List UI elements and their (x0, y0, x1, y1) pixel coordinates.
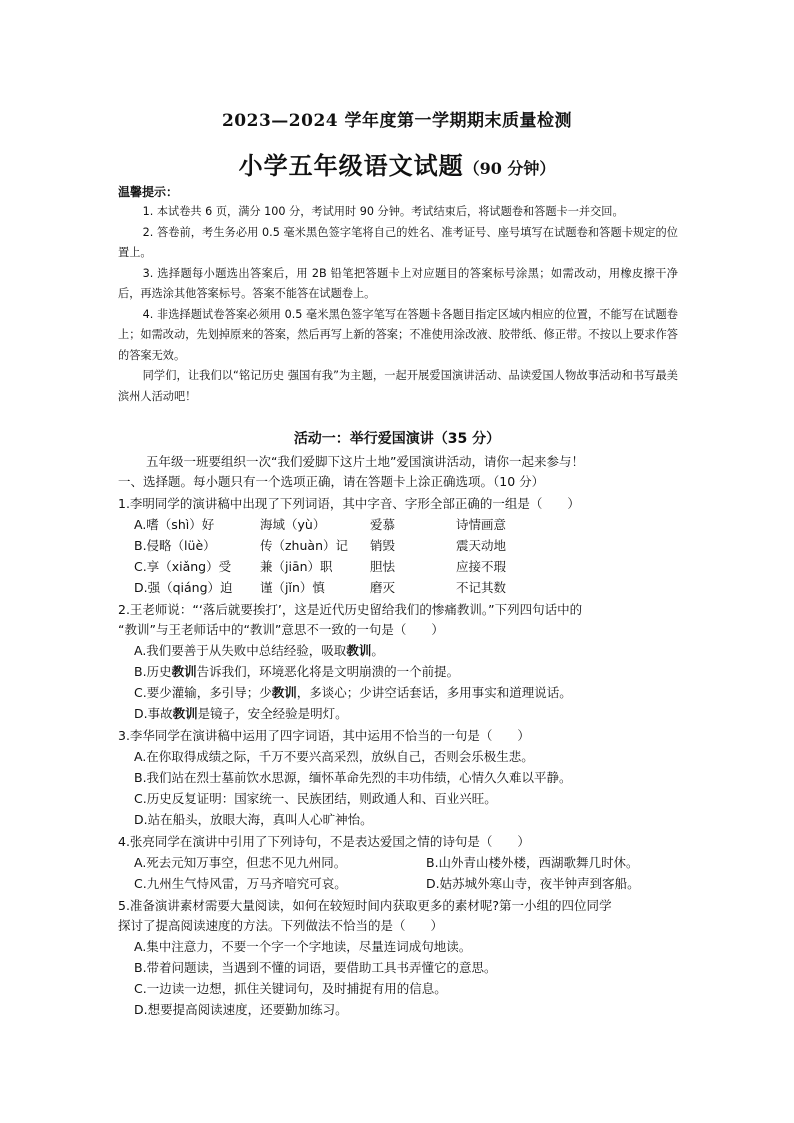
q1-a-4: 诗情画意 (456, 517, 507, 532)
section-intro: 五年级一班要组织一次“我们爱脚下这片土地”爱国演讲活动，请你一起来参与！ (146, 454, 584, 469)
q1-c-2: 兼（jiān）职 (260, 559, 333, 574)
q2-option-d: D.事故教训是镜子，安全经验是明灯。 (134, 706, 348, 721)
section-title: 活动一：举行爱国演讲（35 分） (293, 431, 501, 447)
q3-stem: 3.李华同学在演讲稿中运用了四字词语，其中运用不恰当的一句是（ ） (118, 728, 530, 743)
q3-option-b: B.我们站在烈士墓前饮水思源，缅怀革命先烈的丰功伟绩，心情久久难以平静。 (134, 770, 572, 785)
q1-a-1: A.嗜（shì）好 (134, 517, 215, 532)
q4-option-a: A.死去元知万事空，但悲不见九州同。 (134, 855, 347, 870)
q2-option-c: C.要少灌输，多引导；少教训，多谈心；少讲空话套话，多用事实和道理说话。 (134, 685, 572, 700)
q1-c-3: 胆怯 (370, 559, 396, 574)
q5-option-b: B.带着问题读，当遇到不懂的词语，要借助工具书弄懂它的意思。 (134, 960, 497, 975)
q5-stem-cont: 探讨了提高阅读速度的方法。下列做法不恰当的是（ ） (118, 918, 444, 933)
subject-title: 小学五年级语文试题 (238, 151, 464, 180)
q1-b-3: 销毁 (370, 538, 396, 553)
tip-item: 3. 选择题每小题选出答案后，用 2B 铅笔把答题卡上对应题目的答案标号涂黑；如需改动，用橡皮擦干净后，再选涂其他答案标号。答案不能答在试题卷上。 (118, 266, 678, 300)
q1-b-2: 传（zhuàn）记 (260, 538, 348, 553)
q1-a-3: 爱慕 (370, 517, 396, 532)
q4-option-d: D.姑苏城外寒山寺，夜半钟声到客船。 (426, 876, 640, 891)
q1-d-4: 不记其数 (456, 580, 507, 595)
q4-option-c: C.九州生气恃风雷，万马齐喑究可哀。 (134, 876, 347, 891)
q1-d-1: D.强（qiáng）迫 (134, 580, 233, 595)
q1-d-2: 谨（jǐn）慎 (260, 580, 325, 595)
exam-title: 2023—2024 学年度第一学期期末质量检测 (221, 111, 573, 131)
q5-stem: 5.准备演讲素材需要大量阅读，如何在较短时间内获取更多的素材呢?第一小组的四位同学 (118, 898, 612, 913)
exam-duration: （90 分钟） (463, 159, 556, 178)
tip-item: 2. 答卷前，考生务必用 0.5 毫米黑色签字笔将自己的姓名、准考证号、座号填写在试题卷和答题卡规定的位置上。 (118, 225, 678, 259)
tip-item: 1. 本试卷共 6 页，满分 100 分，考试用时 90 分钟。考试结束后，将试题卷和答题卡一并交回。 (142, 205, 624, 218)
tip-item: 同学们，让我们以“铭记历史 强国有我”为主题，一起开展爱国演讲活动、品读爱国人物故事活动和书写最美滨州人活动吧！ (118, 369, 678, 403)
q1-d-3: 磨灭 (370, 580, 396, 595)
q5-option-a: A.集中注意力，不要一个字一个字地读，尽量连词成句地读。 (134, 939, 472, 954)
q2-option-a: A.我们要善于从失败中总结经验，吸取教训。 (134, 643, 384, 658)
q1-stem: 1.李明同学的演讲稿中出现了下列词语，其中字音、字形全部正确的一组是（ ） (118, 496, 580, 511)
q3-option-c: C.历史反复证明：国家统一、民族团结，则政通人和、百业兴旺。 (134, 791, 497, 806)
q1-b-1: B.侵略（lüè） (134, 538, 216, 553)
q1-a-2: 海域（yù） (260, 517, 326, 532)
q3-option-d: D.站在船头，放眼大海，真叫人心旷神怡。 (134, 812, 373, 827)
q4-stem: 4.张亮同学在演讲中引用了下列诗句，不是表达爱国之情的诗句是（ ） (118, 834, 530, 849)
tips-label: 温馨提示： (118, 185, 179, 199)
tip-item: 4. 非选择题试卷答案必须用 0.5 毫米黑色签字笔写在答题卡各题目指定区域内相应的位置，不能写在试题卷上；如需改动，先划掉原来的答案，然后再写上新的答案；不准使用涂改液、胶带纸、修正带。不按以上要求作答的答案无效。 (118, 307, 678, 362)
q4-option-b: B.山外青山楼外楼，西湖歌舞几时休。 (426, 855, 639, 870)
q1-c-4: 应接不瑕 (456, 559, 507, 574)
tips-block (118, 202, 678, 407)
q5-option-d: D.想要提高阅读速度，还要勤加练习。 (134, 1002, 348, 1017)
q2-stem-cont: “教训”与王老师话中的“教训”意思不一致的一句是（ ） (118, 622, 444, 637)
q1-b-4: 震天动地 (456, 538, 507, 553)
q5-option-c: C.一边读一边想，抓住关键词句，及时捕捉有用的信息。 (134, 981, 447, 996)
q2-stem: 2.王老师说：“‘落后就要挨打’，这是近代历史留给我们的惨痛教训。”下列四句话中的 (118, 602, 583, 617)
subject-title-line (0, 146, 794, 181)
part-heading: 一、选择题。每小题只有一个选项正确，请在答题卡上涂正确选项。（10 分） (118, 474, 545, 489)
q1-c-1: C.享（xiǎng）受 (134, 559, 232, 574)
q3-option-a: A.在你取得成绩之际，千万不要兴高采烈，放纵自己，否则会乐极生悲。 (134, 749, 534, 764)
q2-option-b: B.历史教训告诉我们，环境恶化将是文明崩溃的一个前提。 (134, 664, 460, 679)
